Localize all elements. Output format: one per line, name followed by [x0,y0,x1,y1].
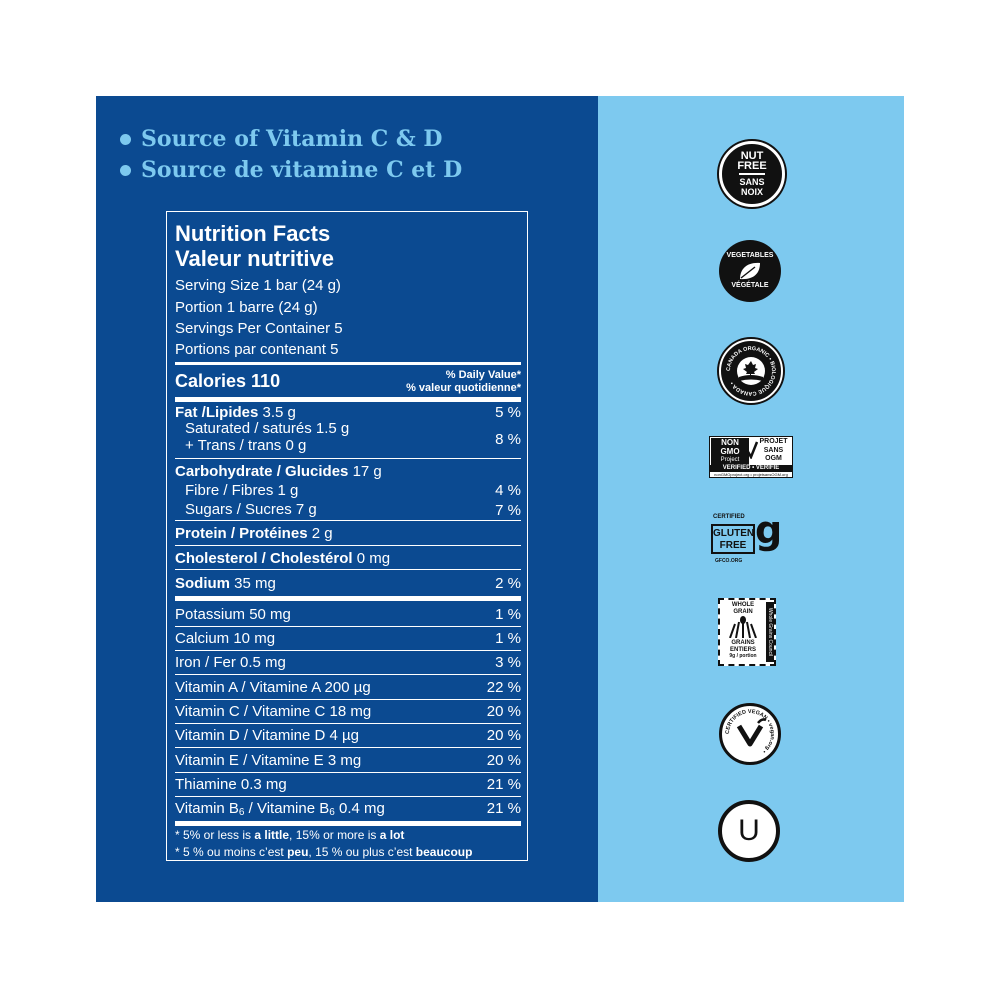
thiamine-pct: 21 % [486,776,521,793]
bullet-icon [120,134,131,145]
dv-header-en: % Daily Value* [445,369,521,381]
saturated: Saturated / saturés 1.5 g [185,420,350,437]
vitamin-c-pct: 20 % [486,703,521,720]
nf-title-fr: Valeur nutritive [175,246,334,271]
cholesterol-row [175,550,390,568]
divider [175,626,521,627]
whole-grain-top [722,602,764,615]
calories: Calories 110 [175,371,281,391]
carb-amount: 17 g [352,463,382,480]
divider [175,596,521,601]
divider [175,362,521,365]
nf-title-en: Nutrition Facts [175,221,331,246]
fn-fr-c: , 15 % ou plus c’est [308,845,416,859]
divider [175,569,521,570]
certified-vegan-badge [719,703,781,765]
non-gmo-left [711,438,749,466]
nutrition-facts-table [166,211,528,861]
nut-free-rule [739,173,764,175]
divider [175,520,521,521]
non-gmo-line: OGM [765,455,782,462]
protein-label: Protein / Protéines [175,525,308,542]
gluten-free-badge [711,508,789,566]
claim-en [120,124,462,155]
gluten-free-g-icon: g [755,508,783,552]
nut-free-badge [719,141,785,207]
non-gmo-right [757,438,790,464]
non-gmo-url: nonGMOproject.org • projetsansOGM.org [714,472,788,477]
fn-fr-a: * 5 % ou moins c’est [175,845,288,859]
organic-ring-text: CANADA ORGANIC • BIOLOGIQUE CANADA • [725,345,777,397]
carb-label: Carbohydrate / Glucides [175,463,349,480]
non-gmo-verified: VERIFIED • VÉRIFIÉ [710,465,792,472]
protein-row [175,525,333,543]
fn-fr-d: beaucoup [415,845,473,859]
nut-free-text [737,151,766,197]
divider [175,796,521,797]
gluten-free-line: GLUTEN [713,528,755,539]
vitamin-a-pct: 22 % [486,679,521,696]
organic-logo-icon [723,343,779,399]
sugars: Sugars / Sucres 7 g [185,501,317,518]
vitamin-b6-en: Vitamin B [175,800,239,817]
fn-en-d: a lot [379,828,405,842]
divider [175,772,521,773]
claim-fr-text: Source de vitamine C et D [141,157,463,183]
whole-grain-side [766,602,774,662]
nut-free-line: NOIX [740,187,763,197]
protein-amount: 2 g [311,525,333,542]
svg-text:CERTIFIED VEGAN • vegan.org • [725,709,775,754]
servings-fr: Portions par contenant 5 [175,341,339,358]
whole-grain-side-text: Whole Grains Council [767,607,773,657]
fn-fr-b: peu [287,845,309,859]
non-gmo-line: Project [720,457,740,463]
iron-pct: 3 % [495,654,521,671]
right-panel [598,96,904,902]
whole-grain-bottom [722,640,764,660]
sodium-pct: 2 % [495,575,521,592]
potassium: Potassium 50 mg [175,606,291,623]
servings-en: Servings Per Container 5 [175,320,343,337]
vegetables-bottom: VÉGÉTALE [731,282,769,289]
potassium-pct: 1 % [495,606,521,623]
whole-grain-line: ENTIERS [729,646,756,653]
fn-en-c: , 15% or more is [289,828,380,842]
vitamin-b6-fr: / Vitamine B [244,800,330,817]
nut-free-line: FREE [737,160,767,172]
whole-grain-line: WHOLE [731,602,755,608]
vegan-logo-icon [722,706,778,762]
non-gmo-line: PROJET [759,438,788,445]
kosher-badge [718,800,780,862]
vitamin-d: Vitamin D / Vitamine D 4 µg [175,727,359,744]
divider [175,458,521,459]
trans: + Trans / trans 0 g [185,437,307,454]
divider [175,723,521,724]
fat-pct: 5 % [495,404,521,421]
fat-amount: 3.5 g [262,404,296,421]
whole-grain-portion: 9g / portion [729,653,757,659]
claim-fr [120,155,462,186]
serving-size-fr: Portion 1 barre (24 g) [175,299,318,316]
calcium: Calcium 10 mg [175,630,276,647]
divider [175,747,521,748]
divider [175,650,521,651]
fibre-pct: 4 % [495,482,521,499]
vitamin-d-pct: 20 % [486,727,521,744]
nut-free-line: NUT [740,150,764,162]
gluten-free-url: GFCO.ORG [715,558,743,564]
footnote-fr [175,844,472,860]
whole-grain-line: GRAINS [731,640,755,646]
carb-row [175,463,382,481]
gluten-free-certified: CERTIFIED [713,514,745,520]
vitamin-claims [120,124,462,186]
divider [175,699,521,700]
leaf-icon [737,260,763,282]
whole-grain-stamp [718,598,776,666]
sodium-label: Sodium [175,575,230,592]
subscript-6: 6 [329,807,335,818]
vitamin-b6-pct: 21 % [486,800,521,817]
vitamin-b6-amount: 0.4 mg [334,800,385,817]
iron: Iron / Fer 0.5 mg [175,654,286,671]
dv-header-fr: % valeur quotidienne* [406,382,521,394]
sugars-pct: 7 % [495,502,521,519]
divider [175,545,521,546]
bullet-icon [120,165,131,176]
non-gmo-line: NON [721,438,739,447]
wheat-icon [726,616,760,638]
non-gmo-line: SANS [763,446,784,454]
vegetables-badge [719,240,781,302]
vegetables-top: VEGETABLES [726,252,774,259]
serving-size-en: Serving Size 1 bar (24 g) [175,277,341,294]
subscript-6: 6 [238,807,245,818]
non-gmo-badge [709,436,793,478]
divider [175,397,521,402]
nut-free-line: SANS [739,177,765,187]
gluten-free-line: FREE [719,540,747,551]
footnote-en [175,827,404,843]
canada-organic-badge [719,339,783,403]
claim-en-text: Source of Vitamin C & D [141,126,443,152]
kosher-u-icon: U [738,814,760,847]
vegan-ring-text: CERTIFIED VEGAN • vegan.org • [724,708,776,755]
thiamine: Thiamine 0.3 mg [175,776,287,793]
fn-en-a: * 5% or less is [175,828,255,842]
fibre: Fibre / Fibres 1 g [185,482,299,499]
non-gmo-line: GMO [720,446,740,456]
vitamin-b6 [175,800,385,822]
vitamin-e-pct: 20 % [486,752,521,769]
calcium-pct: 1 % [495,630,521,647]
fn-en-b: a little [254,828,290,842]
sat-trans-pct: 8 % [495,431,521,448]
gluten-free-box [711,524,755,554]
cholesterol-label: Cholesterol / Cholestérol [175,550,353,567]
divider [175,821,521,826]
divider [175,674,521,675]
vitamin-a: Vitamin A / Vitamine A 200 µg [175,679,371,696]
vitamin-c: Vitamin C / Vitamine C 18 mg [175,703,372,720]
whole-grain-line: GRAIN [733,608,753,615]
cholesterol-amount: 0 mg [356,550,391,567]
sodium-row [175,575,276,593]
fat-label: Fat /Lipides [175,404,259,421]
sodium-amount: 35 mg [234,575,276,592]
vitamin-e: Vitamin E / Vitamine E 3 mg [175,752,362,769]
